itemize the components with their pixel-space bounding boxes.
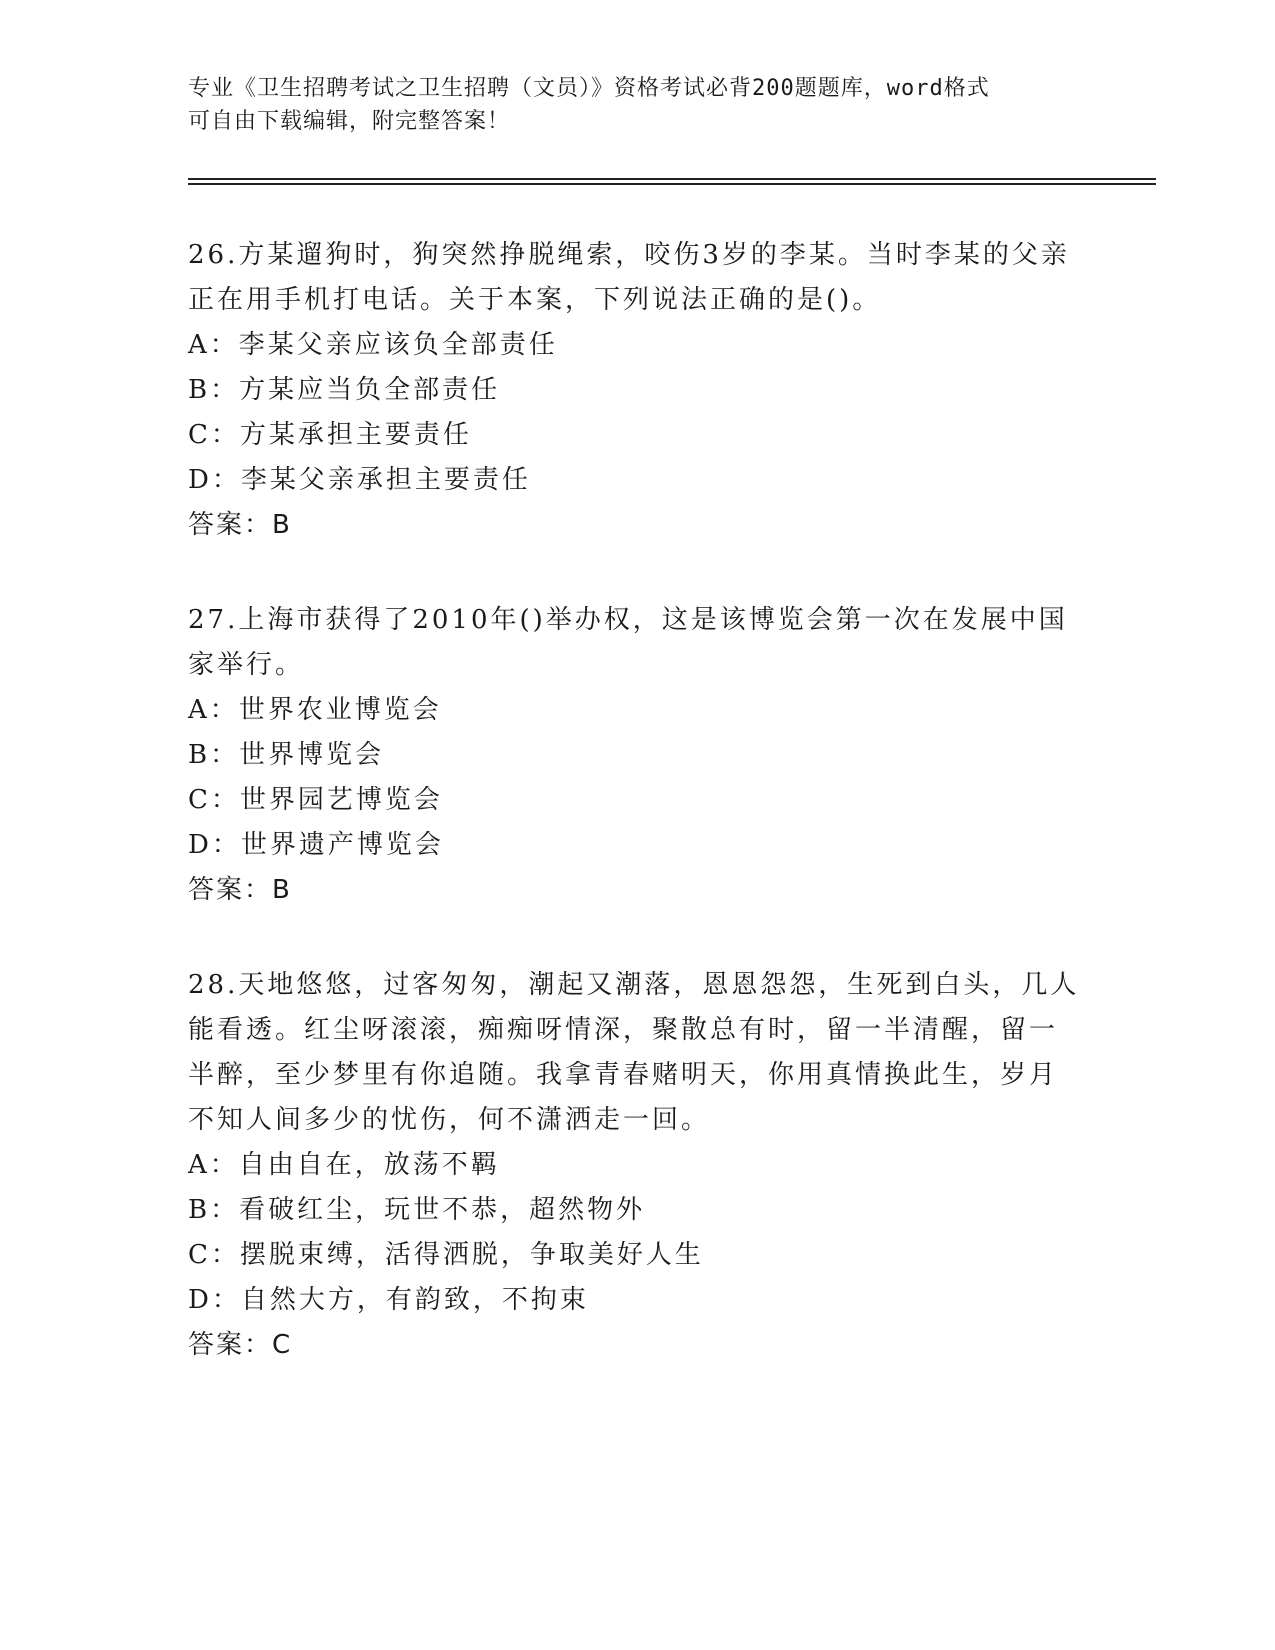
option-a: A：自由自在，放荡不羁	[188, 1150, 500, 1180]
option-c: C：方某承担主要责任	[188, 420, 472, 450]
question-stem-line: 27.上海市获得了2010年()举办权，这是该博览会第一次在发展中国	[188, 605, 1068, 635]
question-stem-line: 半醉，至少梦里有你追随。我拿青春赌明天，你用真情换此生，岁月	[188, 1060, 1059, 1090]
header-line-1: 专业《卫生招聘考试之卫生招聘（文员）》资格考试必背200题题库，word格式	[188, 76, 990, 101]
header-line-2: 可自由下载编辑，附完整答案！	[188, 109, 511, 134]
question-stem-line: 28.天地悠悠，过客匆匆，潮起又潮落，恩恩怨怨，生死到白头，几人	[188, 970, 1080, 1000]
option-d: D：李某父亲承担主要责任	[188, 465, 531, 495]
answer: 答案：B	[188, 510, 292, 540]
header-divider-top	[188, 178, 1156, 180]
option-a: A：世界农业博览会	[188, 695, 442, 725]
option-c: C：世界园艺博览会	[188, 785, 443, 815]
option-c: C：摆脱束缚，活得洒脱，争取美好人生	[188, 1240, 704, 1270]
option-a: A：李某父亲应该负全部责任	[188, 330, 558, 360]
question-stem-line: 26.方某遛狗时，狗突然挣脱绳索，咬伤3岁的李某。当时李某的父亲	[188, 240, 1070, 270]
option-d: D：自然大方，有韵致，不拘束	[188, 1285, 589, 1315]
document-header	[188, 72, 1068, 138]
question-27	[188, 598, 1088, 913]
answer: 答案：C	[188, 1330, 293, 1360]
option-b: B：世界博览会	[188, 740, 385, 770]
question-stem-line: 家举行。	[188, 650, 305, 680]
answer: 答案：B	[188, 875, 292, 905]
question-stem-line: 能看透。红尘呀滚滚，痴痴呀情深，聚散总有时，留一半清醒，留一	[188, 1015, 1059, 1045]
header-divider-bottom	[188, 183, 1156, 185]
question-stem-line: 正在用手机打电话。关于本案，下列说法正确的是()。	[188, 285, 882, 315]
question-28	[188, 963, 1088, 1368]
question-26	[188, 233, 1088, 548]
question-stem-line: 不知人间多少的忧伤，何不潇洒走一回。	[188, 1105, 711, 1135]
option-b: B：看破红尘，玩世不恭，超然物外	[188, 1195, 646, 1225]
option-d: D：世界遗产博览会	[188, 830, 444, 860]
option-b: B：方某应当负全部责任	[188, 375, 501, 405]
